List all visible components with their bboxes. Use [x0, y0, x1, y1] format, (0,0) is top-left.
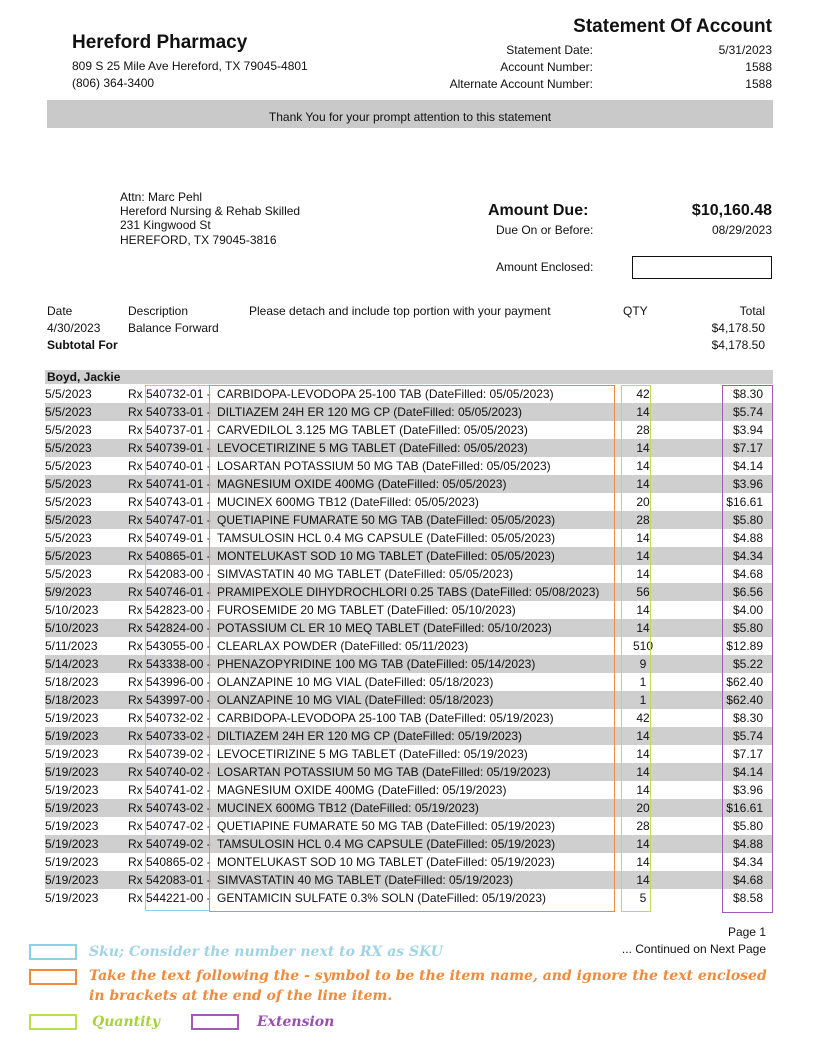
row-total: $8.58 — [732, 891, 763, 905]
statement-date-label: Statement Date: — [506, 43, 593, 57]
subtotal-total: $4,178.50 — [711, 338, 765, 352]
row-qty: 28 — [636, 513, 650, 527]
row-sku: Rx 540741-02 - — [128, 783, 211, 797]
row-total: $16.61 — [726, 801, 763, 815]
row-total: $7.17 — [732, 441, 763, 455]
account-number-label: Account Number: — [500, 60, 593, 74]
row-sku: Rx 540733-01 - — [128, 405, 211, 419]
row-description: MAGNESIUM OXIDE 400MG (DateFilled: 05/05/2023) — [217, 477, 507, 491]
row-sku: Rx 540739-02 - — [128, 747, 211, 761]
row-sku: Rx 540749-02 - — [128, 837, 211, 851]
row-sku: Rx 544221-00 - — [128, 891, 211, 905]
row-description: FUROSEMIDE 20 MG TABLET (DateFilled: 05/10/2023) — [217, 603, 516, 617]
row-total: $3.96 — [732, 783, 763, 797]
subtotal-label: Subtotal For — [47, 338, 118, 352]
row-date: 5/18/2023 — [45, 675, 99, 689]
row-description: OLANZAPINE 10 MG VIAL (DateFilled: 05/18/2023) — [217, 675, 494, 689]
legend-qty-text: Quantity — [92, 1014, 161, 1030]
row-date: 5/19/2023 — [45, 729, 99, 743]
row-date: 5/19/2023 — [45, 891, 99, 905]
page-number: Page 1 — [727, 925, 766, 939]
row-qty: 14 — [636, 567, 650, 581]
row-description: CLEARLAX POWDER (DateFilled: 05/11/2023) — [217, 639, 469, 653]
statement-title: Statement Of Account — [573, 16, 772, 37]
row-qty: 42 — [636, 387, 650, 401]
row-sku: Rx 540733-02 - — [128, 729, 211, 743]
row-description: PHENAZOPYRIDINE 100 MG TAB (DateFilled: 05/14/2023) — [217, 657, 536, 671]
pharmacy-name: Hereford Pharmacy — [72, 32, 248, 53]
row-sku: Rx 542824-00 - — [128, 621, 211, 635]
row-description: MUCINEX 600MG TB12 (DateFilled: 05/05/2023) — [217, 495, 479, 509]
row-sku: Rx 540740-02 - — [128, 765, 211, 779]
row-qty: 14 — [636, 549, 650, 563]
row-date: 5/10/2023 — [45, 621, 99, 635]
row-date: 5/19/2023 — [45, 855, 99, 869]
row-sku: Rx 540865-01 - — [128, 549, 211, 563]
row-qty: 14 — [636, 873, 650, 887]
row-total: $6.56 — [732, 585, 763, 599]
row-qty: 14 — [636, 459, 650, 473]
continued-note: ... Continued on Next Page — [621, 942, 766, 956]
row-date: 5/19/2023 — [45, 801, 99, 815]
row-description: QUETIAPINE FUMARATE 50 MG TAB (DateFilled: 05/05/2023) — [217, 513, 556, 527]
row-sku: Rx 542083-01 - — [128, 873, 211, 887]
row-description: MUCINEX 600MG TB12 (DateFilled: 05/19/2023) — [217, 801, 479, 815]
row-total: $4.34 — [732, 549, 763, 563]
row-qty: 14 — [636, 837, 650, 851]
header-qty: QTY — [623, 304, 648, 318]
row-total: $62.40 — [726, 693, 763, 707]
row-description: MONTELUKAST SOD 10 MG TABLET (DateFilled: 05/05/2023) — [217, 549, 555, 563]
row-sku: Rx 540739-01 - — [128, 441, 211, 455]
row-date: 5/5/2023 — [45, 513, 92, 527]
row-sku: Rx 543338-00 - — [128, 657, 211, 671]
pharmacy-address: 809 S 25 Mile Ave Hereford, TX 79045-4801 — [72, 59, 308, 73]
row-total: $4.88 — [732, 837, 763, 851]
row-date: 5/19/2023 — [45, 819, 99, 833]
row-sku: Rx 540732-02 - — [128, 711, 211, 725]
row-date: 5/19/2023 — [45, 783, 99, 797]
row-description: LOSARTAN POTASSIUM 50 MG TAB (DateFilled: 05/19/2023) — [217, 765, 551, 779]
row-date: 5/5/2023 — [45, 549, 92, 563]
pharmacy-phone: (806) 364-3400 — [72, 76, 155, 90]
row-sku: Rx 540865-02 - — [128, 855, 211, 869]
row-qty: 14 — [636, 855, 650, 869]
row-date: 5/5/2023 — [45, 459, 92, 473]
sku-column-highlight — [145, 385, 210, 911]
patient-group-name: Boyd, Jackie — [47, 370, 121, 384]
thanks-text: Thank You for your prompt attention to this statement — [268, 110, 552, 124]
row-date: 5/19/2023 — [45, 711, 99, 725]
row-date: 5/14/2023 — [45, 657, 99, 671]
row-total: $62.40 — [726, 675, 763, 689]
row-date: 5/9/2023 — [45, 585, 92, 599]
row-date: 5/5/2023 — [45, 441, 92, 455]
row-description: MONTELUKAST SOD 10 MG TABLET (DateFilled: 05/19/2023) — [217, 855, 555, 869]
row-date: 5/19/2023 — [45, 873, 99, 887]
row-total: $4.68 — [732, 567, 763, 581]
row-sku: Rx 543055-00 - — [128, 639, 211, 653]
row-date: 5/5/2023 — [45, 495, 92, 509]
row-date: 5/19/2023 — [45, 837, 99, 851]
row-total: $4.34 — [732, 855, 763, 869]
row-total: $5.22 — [732, 657, 763, 671]
row-total: $5.80 — [732, 819, 763, 833]
row-qty: 28 — [636, 819, 650, 833]
row-qty: 14 — [636, 441, 650, 455]
row-date: 5/5/2023 — [45, 423, 92, 437]
statement-date-value: 5/31/2023 — [718, 43, 772, 57]
row-qty: 14 — [636, 747, 650, 761]
recipient-name: Hereford Nursing & Rehab Skilled — [120, 204, 301, 218]
recipient-street: 231 Kingwood St — [120, 218, 211, 232]
balance-forward-date: 4/30/2023 — [47, 321, 101, 335]
legend-name-text: Take the text following the - symbol to be the item name, and ignore the text enclosed — [89, 968, 767, 984]
legend-name-text-2: in brackets at the end of the line item. — [89, 988, 393, 1004]
row-description: LEVOCETIRIZINE 5 MG TABLET (DateFilled: 05/19/2023) — [217, 747, 528, 761]
row-date: 5/10/2023 — [45, 603, 99, 617]
row-total: $8.30 — [732, 711, 763, 725]
row-qty: 510 — [632, 639, 654, 653]
balance-forward-label: Balance Forward — [128, 321, 219, 335]
row-qty: 14 — [636, 531, 650, 545]
due-date-value: 08/29/2023 — [711, 223, 772, 237]
row-date: 5/18/2023 — [45, 693, 99, 707]
header-description: Description — [128, 304, 189, 318]
row-qty: 14 — [636, 765, 650, 779]
row-total: $12.89 — [726, 639, 763, 653]
row-date: 5/5/2023 — [45, 531, 92, 545]
row-description: LOSARTAN POTASSIUM 50 MG TAB (DateFilled: 05/05/2023) — [217, 459, 551, 473]
row-sku: Rx 543996-00 - — [128, 675, 211, 689]
row-date: 5/5/2023 — [45, 387, 92, 401]
account-number-value: 1588 — [745, 60, 772, 74]
row-sku: Rx 540732-01 - — [128, 387, 211, 401]
row-sku: Rx 540740-01 - — [128, 459, 211, 473]
row-total: $8.30 — [732, 387, 763, 401]
row-total: $7.17 — [732, 747, 763, 761]
alt-account-number-label: Alternate Account Number: — [449, 77, 593, 91]
row-qty: 14 — [636, 603, 650, 617]
extension-column-highlight — [722, 385, 773, 913]
row-sku: Rx 540746-01 - — [128, 585, 211, 599]
row-qty: 42 — [636, 711, 650, 725]
row-qty: 5 — [639, 891, 647, 905]
row-total: $3.94 — [732, 423, 763, 437]
legend-ext-text: Extension — [257, 1014, 335, 1030]
amount-enclosed-label: Amount Enclosed: — [496, 260, 594, 274]
balance-forward-total: $4,178.50 — [711, 321, 765, 335]
row-description: SIMVASTATIN 40 MG TABLET (DateFilled: 05/19/2023) — [217, 873, 514, 887]
row-total: $5.74 — [732, 405, 763, 419]
row-description: DILTIAZEM 24H ER 120 MG CP (DateFilled: 05/05/2023) — [217, 405, 523, 419]
row-qty: 1 — [639, 675, 647, 689]
row-qty: 20 — [636, 801, 650, 815]
legend-ext-swatch — [191, 1014, 239, 1030]
row-total: $4.14 — [732, 765, 763, 779]
row-total: $5.80 — [732, 513, 763, 527]
due-date-label: Due On or Before: — [496, 223, 594, 237]
row-description: TAMSULOSIN HCL 0.4 MG CAPSULE (DateFilled: 05/05/2023) — [217, 531, 556, 545]
row-qty: 14 — [636, 477, 650, 491]
row-sku: Rx 540743-02 - — [128, 801, 211, 815]
row-qty: 1 — [639, 693, 647, 707]
header-total: Total — [739, 304, 765, 318]
row-date: 5/5/2023 — [45, 477, 92, 491]
row-sku: Rx 543997-00 - — [128, 693, 211, 707]
row-qty: 14 — [636, 405, 650, 419]
row-description: LEVOCETIRIZINE 5 MG TABLET (DateFilled: 05/05/2023) — [217, 441, 528, 455]
row-description: DILTIAZEM 24H ER 120 MG CP (DateFilled: 05/19/2023) — [217, 729, 523, 743]
row-total: $5.74 — [732, 729, 763, 743]
row-total: $4.68 — [732, 873, 763, 887]
row-date: 5/19/2023 — [45, 747, 99, 761]
row-sku: Rx 540737-01 - — [128, 423, 211, 437]
header-date: Date — [47, 304, 73, 318]
row-description: OLANZAPINE 10 MG VIAL (DateFilled: 05/18/2023) — [217, 693, 494, 707]
legend-sku-swatch — [29, 944, 77, 960]
row-description: CARBIDOPA-LEVODOPA 25-100 TAB (DateFilled: 05/05/2023) — [217, 387, 554, 401]
row-sku: Rx 540741-01 - — [128, 477, 211, 491]
row-qty: 14 — [636, 729, 650, 743]
row-qty: 14 — [636, 783, 650, 797]
row-date: 5/5/2023 — [45, 567, 92, 581]
row-date: 5/19/2023 — [45, 765, 99, 779]
row-sku: Rx 540747-02 - — [128, 819, 211, 833]
row-total: $4.14 — [732, 459, 763, 473]
row-description: CARBIDOPA-LEVODOPA 25-100 TAB (DateFilled: 05/19/2023) — [217, 711, 554, 725]
row-sku: Rx 542083-00 - — [128, 567, 211, 581]
row-total: $5.80 — [732, 621, 763, 635]
row-sku: Rx 540749-01 - — [128, 531, 211, 545]
row-qty: 28 — [636, 423, 650, 437]
item-name-column-highlight — [209, 385, 615, 912]
amount-due-label: Amount Due: — [488, 202, 589, 219]
legend-name-swatch — [29, 969, 77, 985]
row-description: SIMVASTATIN 40 MG TABLET (DateFilled: 05/05/2023) — [217, 567, 514, 581]
row-description: MAGNESIUM OXIDE 400MG (DateFilled: 05/19/2023) — [217, 783, 507, 797]
row-qty: 20 — [636, 495, 650, 509]
row-total: $4.00 — [732, 603, 763, 617]
row-qty: 56 — [636, 585, 650, 599]
row-sku: Rx 540747-01 - — [128, 513, 211, 527]
row-sku: Rx 542823-00 - — [128, 603, 211, 617]
row-date: 5/5/2023 — [45, 405, 92, 419]
recipient-city: HEREFORD, TX 79045-3816 — [120, 233, 277, 247]
legend-sku-text: Sku; Consider the number next to RX as SKU — [89, 944, 444, 960]
header-detach-note: Please detach and include top portion with your payment — [249, 304, 551, 318]
row-total: $4.88 — [732, 531, 763, 545]
row-date: 5/11/2023 — [45, 639, 98, 653]
row-description: QUETIAPINE FUMARATE 50 MG TAB (DateFilled: 05/19/2023) — [217, 819, 556, 833]
row-qty: 14 — [636, 621, 650, 635]
recipient-attn: Attn: Marc Pehl — [120, 190, 203, 204]
row-description: POTASSIUM CL ER 10 MEQ TABLET (DateFilled: 05/10/2023) — [217, 621, 552, 635]
amount-due-value: $10,160.48 — [691, 202, 772, 219]
row-description: CARVEDILOL 3.125 MG TABLET (DateFilled: 05/05/2023) — [217, 423, 528, 437]
row-total: $3.96 — [732, 477, 763, 491]
row-description: PRAMIPEXOLE DIHYDROCHLORI 0.25 TABS (DateFilled: 05/08/2023) — [217, 585, 600, 599]
row-qty: 9 — [639, 657, 647, 671]
row-sku: Rx 540743-01 - — [128, 495, 211, 509]
alt-account-number-value: 1588 — [745, 77, 772, 91]
row-description: GENTAMICIN SULFATE 0.3% SOLN (DateFilled: 05/19/2023) — [217, 891, 547, 905]
quantity-column-highlight — [621, 385, 651, 912]
legend-qty-swatch — [29, 1014, 77, 1030]
row-description: TAMSULOSIN HCL 0.4 MG CAPSULE (DateFilled: 05/19/2023) — [217, 837, 556, 851]
row-total: $16.61 — [726, 495, 763, 509]
